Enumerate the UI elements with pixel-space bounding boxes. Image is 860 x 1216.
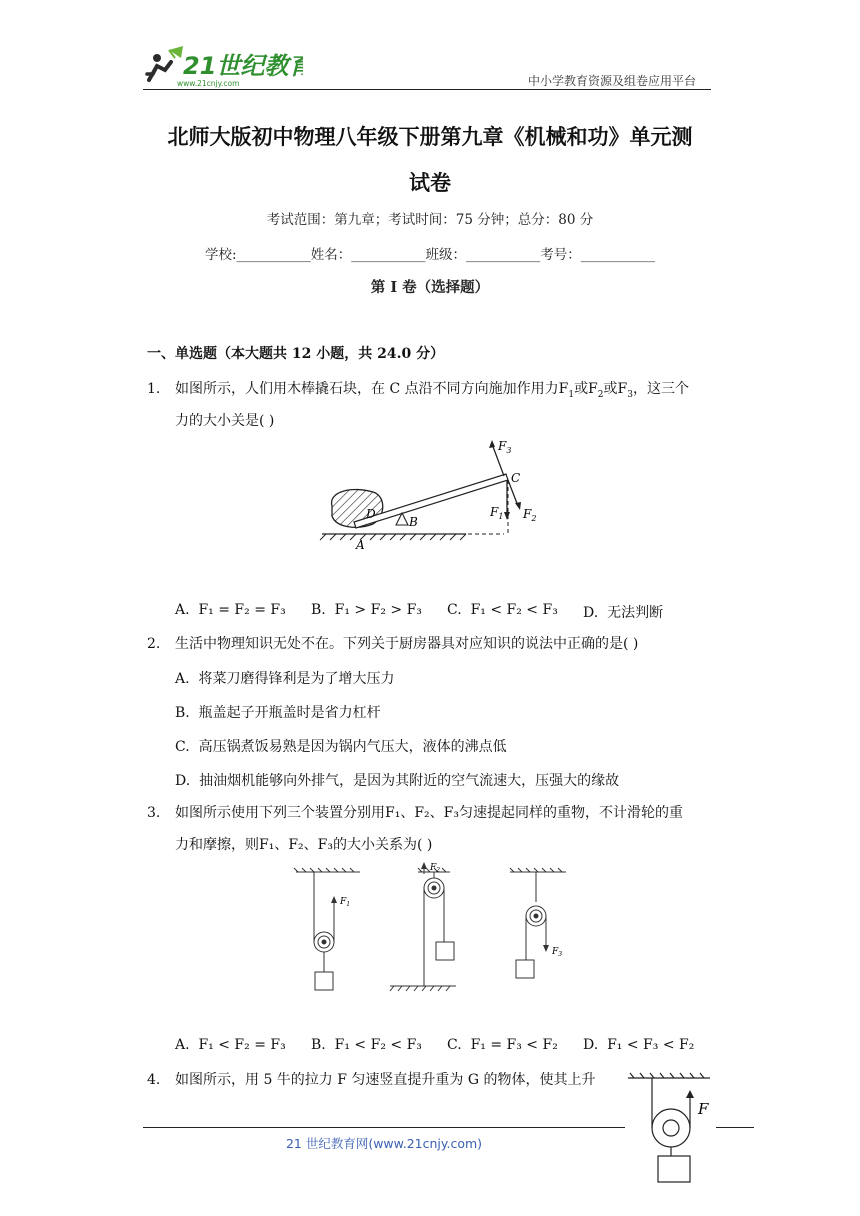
q2-option-d[interactable]: D. 抽油烟机能够向外排气，是因为其附近的空气流速大，压强大的缘故 bbox=[175, 773, 620, 789]
q2-option-b[interactable]: B. 瓶盖起子开瓶盖时是省力杠杆 bbox=[175, 705, 381, 721]
question-2-number: 2. bbox=[147, 636, 161, 652]
question-3-text: 如图所示使用下列三个装置分别用F₁、F₂、F₃匀速提起同样的重物，不计滑轮的重 bbox=[175, 805, 683, 821]
footer-divider-right bbox=[716, 1127, 754, 1128]
label-F3: $F_3$ bbox=[498, 439, 512, 455]
question-1-number: 1. bbox=[147, 381, 161, 397]
student-fields: 学校:___________姓名：___________班级：___________考号：___________ bbox=[204, 247, 656, 263]
footer-divider-left bbox=[143, 1127, 625, 1128]
q1-option-d[interactable]: D. 无法判断 bbox=[583, 605, 664, 621]
exam-info: 考试范围：第九章；考试时间：75 分钟；总分：80 分 bbox=[266, 212, 594, 228]
label-F2: $F_2$ bbox=[523, 507, 537, 523]
q2-option-c[interactable]: C. 高压锅煮饭易熟是因为锅内气压大，液体的沸点低 bbox=[175, 739, 507, 755]
section-title: 一、单选题（本大题共 12 小题，共 24.0 分） bbox=[147, 346, 445, 362]
footer-link[interactable]: 21 世纪教育网(www.21cnjy.com) bbox=[285, 1136, 483, 1151]
logo-text: 21世纪教育 bbox=[183, 52, 303, 80]
volume-title: 第 I 卷（选择题） bbox=[370, 279, 490, 296]
q3-option-c[interactable]: C. F₁ = F₃ < F₂ bbox=[447, 1037, 558, 1053]
lever-figure bbox=[318, 436, 548, 556]
q3-option-d[interactable]: D. F₁ < F₃ < F₂ bbox=[583, 1037, 695, 1053]
question-4-number: 4. bbox=[147, 1072, 161, 1088]
q1-option-b[interactable]: B. F₁ > F₂ > F₃ bbox=[311, 602, 422, 618]
question-1-text-line2: 力的大小关是( ) bbox=[175, 413, 275, 429]
label-F1: $F_1$ bbox=[490, 505, 504, 521]
label-A: A bbox=[356, 538, 365, 552]
q3-option-b[interactable]: B. F₁ < F₂ < F₃ bbox=[311, 1037, 422, 1053]
label-B: B bbox=[409, 515, 418, 529]
pulley-figure bbox=[290, 860, 580, 1000]
title-line-1: 北师大版初中物理八年级下册第九章《机械和功》单元测 bbox=[167, 124, 693, 149]
q4-label-F: F bbox=[698, 1100, 709, 1118]
question-3-text-line2: 力和摩擦，则F₁、F₂、F₃的大小关系为( ) bbox=[175, 837, 433, 853]
q2-option-a[interactable]: A. 将菜刀磨得锋利是为了增大压力 bbox=[175, 671, 395, 687]
logo-url: www.21cnjy.com bbox=[177, 79, 240, 88]
page-title bbox=[143, 114, 717, 206]
pulley-label-F3: $F_3$ bbox=[552, 947, 563, 958]
runner-logo-icon bbox=[147, 46, 183, 80]
question-1-text: 如图所示，人们用木棒撬石块，在 C 点沿不同方向施加作用力$F_1$或$F_2$或$F_3$，这三个 bbox=[175, 381, 689, 400]
question-3-number: 3. bbox=[147, 805, 161, 821]
label-C: C bbox=[511, 471, 521, 485]
header-platform-text: 中小学教育资源及组卷应用平台 bbox=[528, 74, 697, 88]
q3-option-a[interactable]: A. F₁ < F₂ = F₃ bbox=[175, 1037, 286, 1053]
header-divider bbox=[143, 89, 711, 90]
question-2-text: 生活中物理知识无处不在。下列关于厨房器具对应知识的说法中正确的是( ) bbox=[175, 636, 639, 652]
title-line-2: 试卷 bbox=[409, 170, 451, 195]
q1-option-a[interactable]: A. F₁ = F₂ = F₃ bbox=[175, 602, 286, 618]
site-logo bbox=[143, 44, 303, 90]
pulley-label-F2: $F_2$ bbox=[430, 863, 441, 874]
q1-option-c[interactable]: C. F₁ < F₂ < F₃ bbox=[447, 602, 558, 618]
label-D: D bbox=[366, 507, 376, 521]
q4-pulley-figure bbox=[624, 1070, 720, 1186]
pulley-label-F1: $F_1$ bbox=[340, 897, 351, 908]
question-4-text: 如图所示，用 5 牛的拉力 F 匀速竖直提升重为 G 的物体，使其上升 bbox=[175, 1072, 596, 1088]
